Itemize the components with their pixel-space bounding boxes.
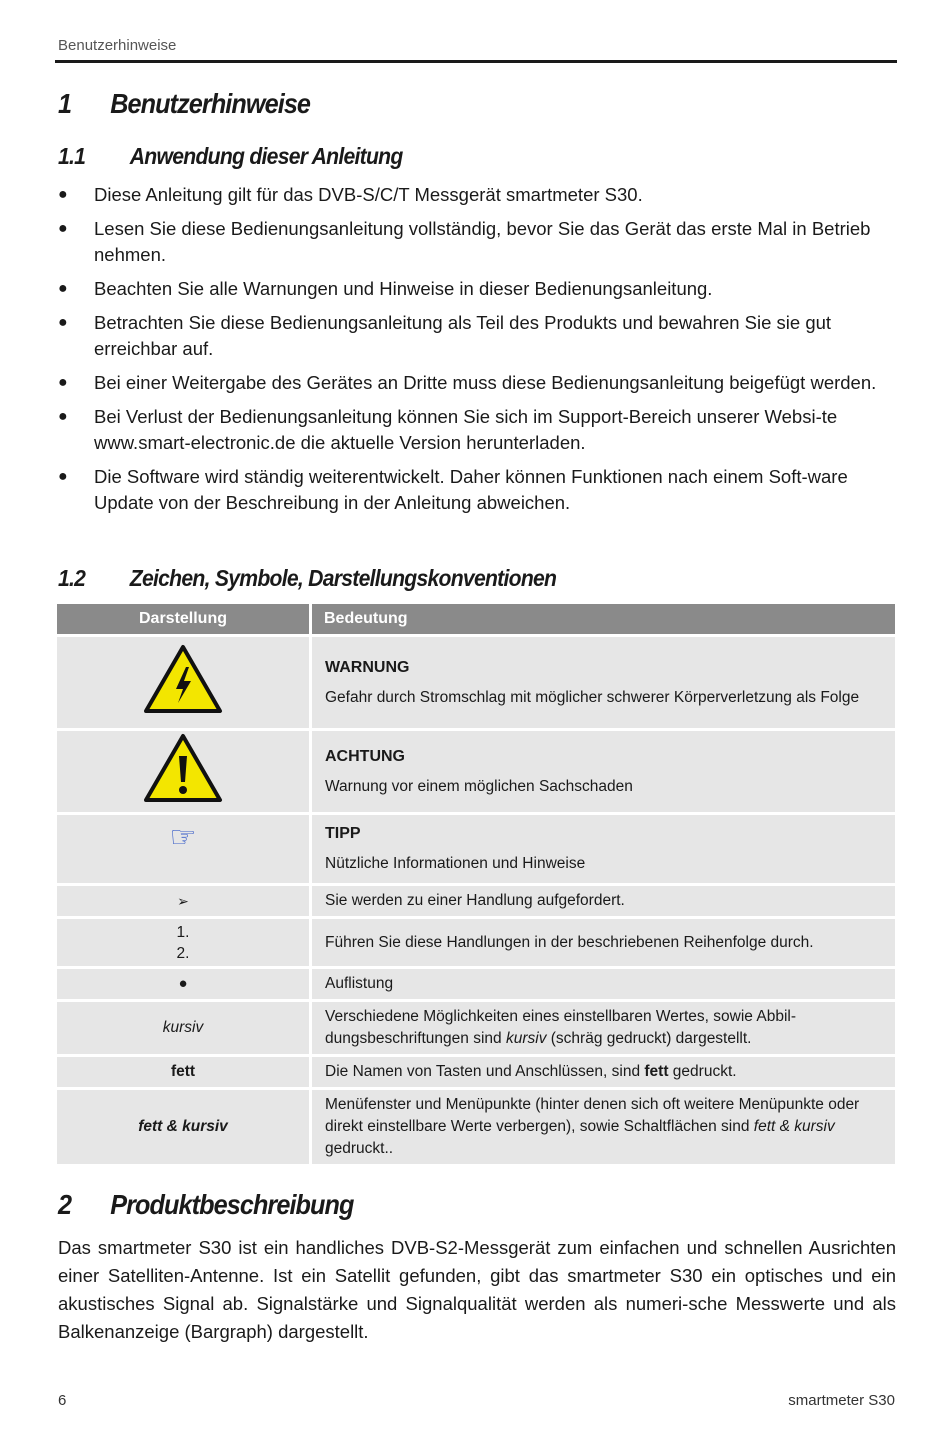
list-item: ● Lesen Sie diese Bedienungsanleitung vollständig, bevor Sie das Gerät das erste Mal in Betrieb nehmen. (58, 218, 871, 265)
section-1-2-title: Zeichen, Symbole, Darstellungskonventionen (129, 565, 557, 591)
bullet-icon: ● (58, 314, 68, 331)
usage-bullet-list (58, 182, 898, 524)
table-row (57, 968, 895, 1001)
bullet-icon: ● (58, 220, 68, 237)
bullet-icon: ● (58, 374, 68, 391)
italic-meaning-cell: Verschiedene Möglichkeiten eines einstellbaren Wertes, sowie Abbil-dungsbeschriftungen sind kursiv (schräg gedruckt) dargestellt. (311, 1001, 896, 1056)
table-row (57, 1056, 895, 1089)
bullet-icon: ● (58, 468, 68, 485)
list-item: ● Beachten Sie alle Warnungen und Hinweise in dieser Bedienungsanleitung. (58, 276, 898, 302)
table-header-row (57, 604, 895, 636)
bold-meaning-cell: Die Namen von Tasten und Anschlüssen, sind fett gedruckt. (311, 1056, 896, 1089)
table-row (57, 918, 895, 968)
arrow-symbol-cell (57, 885, 311, 918)
arrow-meaning-cell: Sie werden zu einer Handlung aufgefordert. (311, 885, 896, 918)
section-2-title: Produktbeschreibung (110, 1189, 354, 1220)
bullet-icon: ● (58, 280, 68, 297)
number-one: 1. (176, 923, 190, 941)
table-row (57, 885, 895, 918)
conventions-table (57, 604, 895, 1164)
tip-text: Nützliche Informationen und Hinweise (325, 855, 586, 872)
product-description-paragraph: Das smartmeter S30 ist ein handliches DVB-S2-Messgerät zum einfachen und schnellen Ausrichten einer Satelliten-Antenne. Ist ein Satellit gefunden, gibt das smartmeter S30 ein optisches und ein akustisches Signal ab. Signalstärke und Signalqualität werden als numeri-sche Messwerte und als Balkenanzeige (Bargraph) dargestellt. (58, 1237, 896, 1342)
column-header-meaning: Bedeutung (311, 604, 896, 636)
tip-title: TIPP (325, 825, 361, 842)
header-rule (55, 60, 897, 63)
bold-symbol-cell: fett (57, 1056, 311, 1089)
section-1-1-number: 1.1 (58, 143, 86, 169)
table-row (57, 730, 895, 814)
list-item: ● Bei Verlust der Bedienungsanleitung können Sie sich im Support-Bereich unserer Websi-te www.smart-electronic.de die aktuelle Version herunterladen. (58, 406, 838, 453)
pointing-hand-icon: ☞ (169, 821, 197, 854)
warning-title: WARNUNG (325, 658, 410, 676)
arrowhead-icon: ➢ (177, 893, 189, 909)
exclamation-warning-icon (142, 732, 224, 804)
bullet-dot-icon: ● (178, 975, 188, 992)
table-row (57, 1001, 895, 1056)
bolditalic-symbol-cell: fett & kursiv (57, 1089, 311, 1165)
caution-symbol-cell (57, 730, 311, 814)
running-header: Benutzerhinweise (58, 37, 177, 54)
warning-symbol-cell (57, 636, 311, 730)
list-item: ● Betrachten Sie diese Bedienungsanleitung als Teil des Produkts und bewahren Sie sie gut erreichbar auf. (58, 312, 832, 359)
dot-meaning-cell: Auflistung (311, 968, 896, 1001)
numbered-meaning-cell: Führen Sie diese Handlungen in der beschriebenen Reihenfolge durch. (311, 918, 896, 968)
warning-meaning-cell (311, 636, 896, 730)
numbered-symbol-cell (57, 918, 311, 968)
table-row (57, 1089, 895, 1165)
section-1-2-heading (58, 565, 556, 592)
table-row (57, 636, 895, 730)
bullet-icon: ● (58, 408, 68, 425)
list-item: ● Die Software wird ständig weiterentwickelt. Daher können Funktionen nach einem Soft-ware Update von der Beschreibung in der Anleitung abweichen. (58, 466, 848, 513)
electric-warning-icon (142, 643, 224, 715)
dot-symbol-cell (57, 968, 311, 1001)
section-1-1-heading (58, 143, 403, 170)
number-two: 2. (176, 944, 190, 962)
bolditalic-meaning-cell: Menüfenster und Menüpunkte (hinter denen sich oft weitere Menüpunkte oder direkt einstellbare Werte verbergen), sowie Schaltflächen sind fett & kursiv gedruckt.. (311, 1089, 896, 1165)
bullet-icon: ● (58, 186, 68, 203)
footer-product-name: smartmeter S30 (788, 1392, 895, 1409)
caution-text: Warnung vor einem möglichen Sachschaden (325, 777, 633, 795)
section-2-heading (58, 1189, 354, 1221)
section-2-number: 2 (58, 1189, 72, 1220)
warning-text: Gefahr durch Stromschlag mit möglicher schwerer Körperverletzung als Folge (325, 688, 860, 706)
caution-title: ACHTUNG (325, 747, 405, 765)
section-1-2-number: 1.2 (58, 565, 86, 591)
section-1-heading (58, 88, 310, 120)
section-1-number: 1 (58, 88, 72, 119)
tip-meaning-cell (311, 814, 896, 885)
list-item: ● Bei einer Weitergabe des Gerätes an Dritte muss diese Bedienungsanleitung beigefügt werden. (58, 370, 898, 396)
caution-meaning-cell (311, 730, 896, 814)
column-header-display: Darstellung (57, 604, 311, 636)
section-1-title: Benutzerhinweise (110, 88, 311, 119)
page-number: 6 (58, 1392, 67, 1409)
list-item: ● Diese Anleitung gilt für das DVB-S/C/T Messgerät smartmeter S30. (58, 182, 898, 208)
section-1-1-title: Anwendung dieser Anleitung (129, 143, 403, 169)
table-row (57, 814, 895, 885)
tip-symbol-cell (57, 814, 311, 885)
italic-symbol-cell: kursiv (57, 1001, 311, 1056)
